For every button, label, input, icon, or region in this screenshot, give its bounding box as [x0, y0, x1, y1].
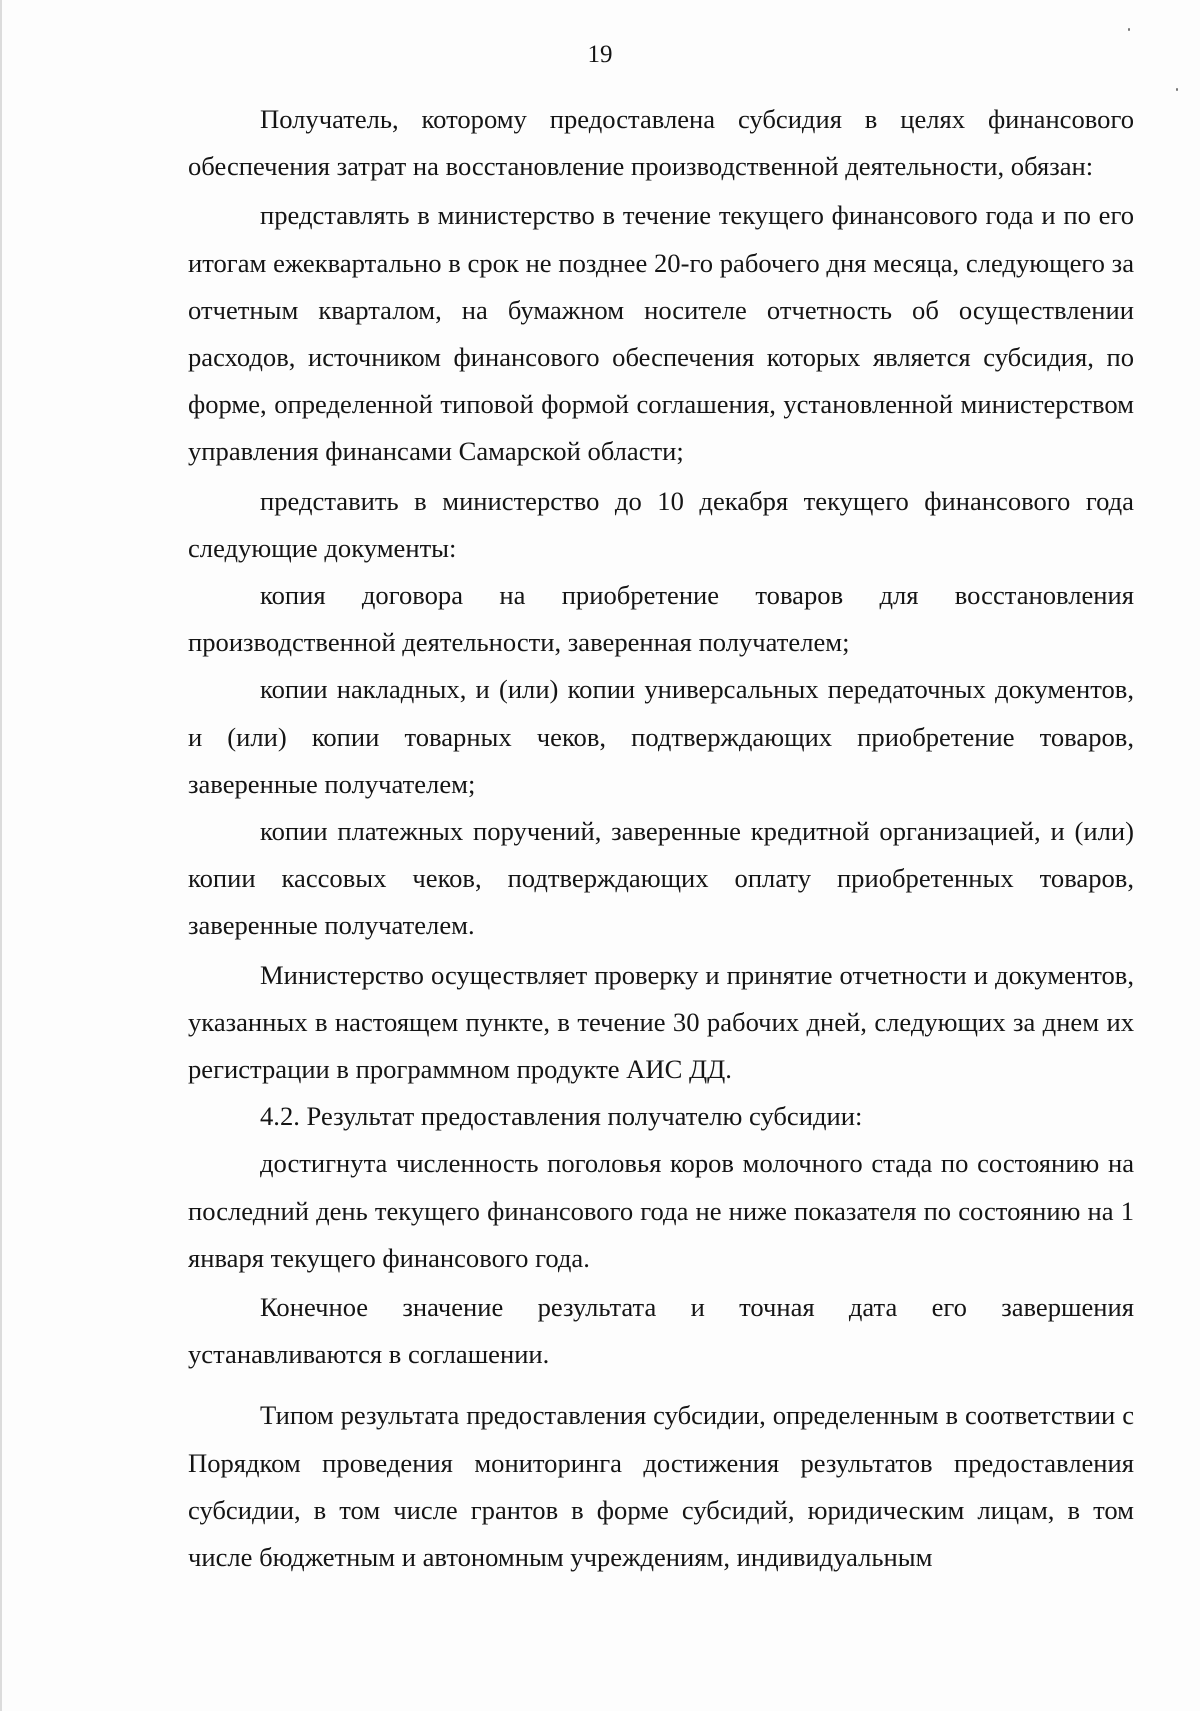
paragraph-result-description: достигнута численность поголовья коров молочного стада по состоянию на последний день текущего финансового года не ниже показателя по состоянию на 1 января текущего финансового года.	[188, 1148, 1134, 1273]
scan-edge	[0, 0, 2, 1711]
paragraph-final-value: Конечное значение результата и точная дата его завершения устанавливаются в соглашении.	[188, 1292, 1134, 1370]
scan-speck	[1128, 28, 1130, 31]
paragraph-result-heading: 4.2. Результат предоставления получателю субсидии:	[260, 1101, 863, 1132]
document-body	[188, 96, 1134, 1581]
paragraph-recipient-obligations: Получатель, которому предоставлена субсидия в целях финансового обеспечения затрат на восстановление производственной деятельности, обязан:	[188, 104, 1134, 182]
paragraph-invoice-copies: копии накладных, и (или) копии универсальных передаточных документов, и (или) копии товарных чеков, подтверждающих приобретение товаров, заверенные получателем;	[188, 674, 1134, 799]
paragraph-documents-deadline: представить в министерство до 10 декабря текущего финансового года следующие документы:	[188, 485, 1134, 563]
paragraph-contract-copy: копия договора на приобретение товаров для восстановления производственной деятельности, заверенная получателем;	[188, 580, 1134, 658]
paragraph-result-type: Типом результата предоставления субсидии, определенным в соответствии с Порядком проведения мониторинга достижения результатов предоставления субсидии, в том числе грантов в форме субсидий, юридическим лицам, в том числе бюджетным и автономным учреждениям, индивидуальным	[188, 1400, 1134, 1573]
page-number: 19	[587, 41, 613, 68]
paragraph-ministry-review: Министерство осуществляет проверку и принятие отчетности и документов, указанных в настоящем пункте, в течение 30 рабочих дней, следующих за днем их регистрации в программном продукте АИС ДД.	[188, 959, 1134, 1085]
scan-speck	[1176, 88, 1178, 91]
paragraph-payment-copies: копии платежных поручений, заверенные кредитной организацией, и (или) копии кассовых чеков, подтверждающих оплату приобретенных товаров, заверенные получателем.	[188, 816, 1134, 941]
paragraph-quarterly-reporting: представлять в министерство в течение текущего финансового года и по его итогам ежеквартально в срок не позднее 20-го рабочего дня месяца, следующего за отчетным кварталом, на бумажном носителе отчетность об осуществлении расходов, источником финансового обеспечения которых является субсидия, по форме, определенной типовой формой соглашения, установленной министерством управления финансами Самарской области;	[188, 200, 1134, 467]
